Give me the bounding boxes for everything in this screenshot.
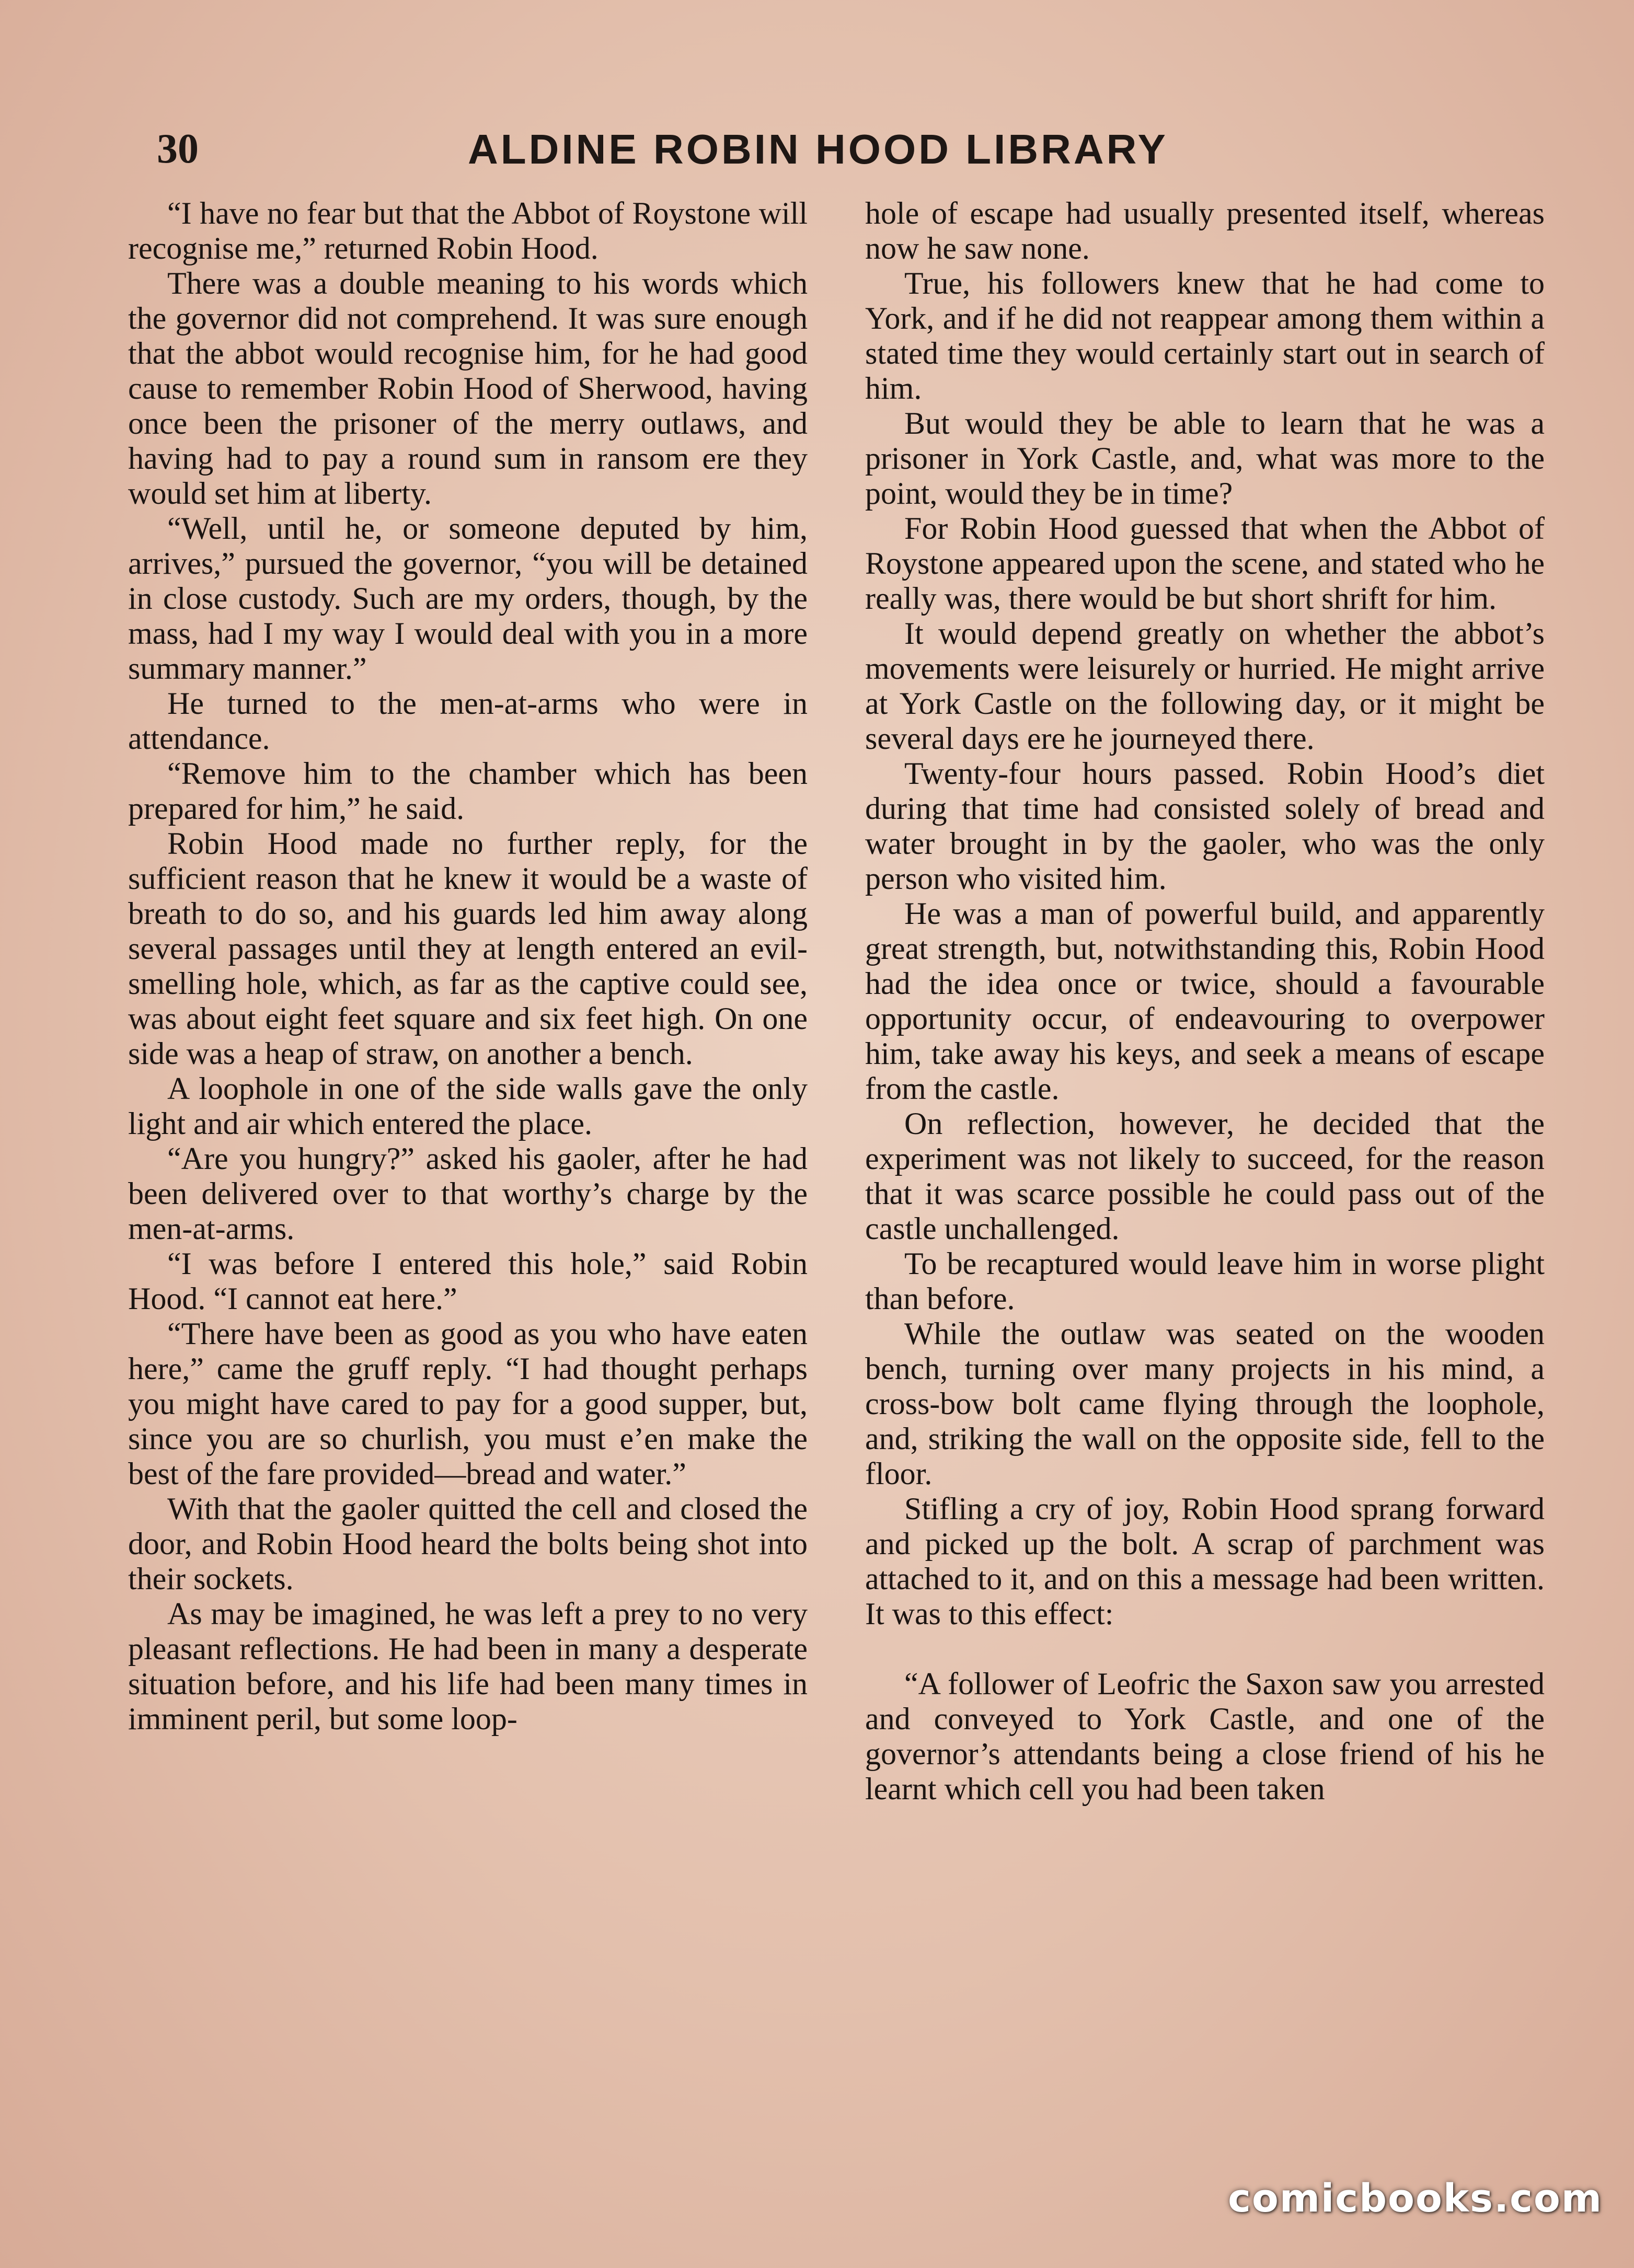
paragraph: As may be imagined, he was left a prey to no very pleasant reflections. He had been in many a desperate situation before, and his life had been many times in imminent peril, but some loop- xyxy=(128,1596,808,1736)
letter-paragraph: “A follower of Leofric the Saxon saw you arrested and conveyed to York Castle, and one of the governor’s attendants being a close friend of his he learnt which cell you had been taken xyxy=(865,1667,1545,1806)
paragraph: Robin Hood made no further reply, for the sufficient reason that he knew it would be a waste of breath to do so, and his guards led him away along several passages until they at length entered an evil-smelling hole, which, as far as the captive could see, was about eight feet square and six feet high. On one side was a heap of straw, on another a bench. xyxy=(128,826,808,1071)
paragraph: To be recaptured would leave him in worse plight than before. xyxy=(865,1246,1545,1316)
paragraph: A loophole in one of the side walls gave the only light and air which entered the place. xyxy=(128,1071,808,1141)
paragraph: There was a double meaning to his words which the governor did not comprehend. It was sure enough that the abbot would recognise him, for he had good cause to remember Robin Hood of Sherwood, having once been the prisoner of the merry outlaws, and having had to pay a round sum in ransom ere they would set him at liberty. xyxy=(128,266,808,511)
paragraph: For Robin Hood guessed that when the Abbot of Roystone appeared upon the scene, and stated who he really was, there would be but short shrift for him. xyxy=(865,511,1545,616)
paragraph: “Well, until he, or someone deputed by him, arrives,” pursued the governor, “you will be detained in close custody. Such are my orders, though, by the mass, had I my way I would deal with you in a more summary manner.” xyxy=(128,511,808,686)
running-title: ALDINE ROBIN HOOD LIBRARY xyxy=(468,126,1168,172)
page-header xyxy=(0,125,1634,183)
right-column xyxy=(865,196,1545,1807)
watermark: comicbooks.com xyxy=(1228,2176,1603,2221)
paragraph: Stifling a cry of joy, Robin Hood sprang forward and picked up the bolt. A scrap of parchment was attached to it, and on this a message had been written. It was to this effect: xyxy=(865,1491,1545,1631)
paragraph: “Are you hungry?” asked his gaoler, after he had been delivered over to that worthy’s charge by the men-at-arms. xyxy=(128,1141,808,1246)
paragraph: It would depend greatly on whether the abbot’s movements were leisurely or hurried. He might arrive at York Castle on the following day, or it might be several days ere he journeyed there. xyxy=(865,616,1545,756)
paragraph: But would they be able to learn that he was a prisoner in York Castle, and, what was more to the point, would they be in time? xyxy=(865,406,1545,511)
page-number: 30 xyxy=(157,126,199,172)
paragraph: He was a man of powerful build, and apparently great strength, but, notwithstanding this, Robin Hood had the idea once or twice, should a favourable opportunity occur, of endeavouring to overpower him, take away his keys, and seek a means of escape from the castle. xyxy=(865,896,1545,1106)
paragraph: With that the gaoler quitted the cell and closed the door, and Robin Hood heard the bolts being shot into their sockets. xyxy=(128,1491,808,1596)
paragraph: He turned to the men-at-arms who were in attendance. xyxy=(128,686,808,756)
paragraph: “I was before I entered this hole,” said Robin Hood. “I cannot eat here.” xyxy=(128,1246,808,1316)
left-column xyxy=(128,196,808,1737)
paragraph: Twenty-four hours passed. Robin Hood’s diet during that time had consisted solely of bread and water brought in by the gaoler, who was the only person who visited him. xyxy=(865,756,1545,896)
paragraph: “I have no fear but that the Abbot of Roystone will recognise me,” returned Robin Hood. xyxy=(128,196,808,265)
paragraph: On reflection, however, he decided that the experiment was not likely to succeed, for the reason that it was scarce possible he could pass out of the castle unchallenged. xyxy=(865,1106,1545,1246)
paragraph: “Remove him to the chamber which has been prepared for him,” he said. xyxy=(128,756,808,826)
paragraph: While the outlaw was seated on the wooden bench, turning over many projects in his mind, a cross-bow bolt came flying through the loophole, and, striking the wall on the opposite side, fell to the floor. xyxy=(865,1316,1545,1491)
continued-paragraph: hole of escape had usually presented itself, whereas now he saw none. xyxy=(865,196,1545,265)
paragraph: True, his followers knew that he had come to York, and if he did not reappear among them within a stated time they would certainly start out in search of him. xyxy=(865,266,1545,406)
paragraph: “There have been as good as you who have eaten here,” came the gruff reply. “I had thought perhaps you might have cared to pay for a good supper, but, since you are so churlish, you must e’en make the best of the fare provided—bread and water.” xyxy=(128,1316,808,1491)
